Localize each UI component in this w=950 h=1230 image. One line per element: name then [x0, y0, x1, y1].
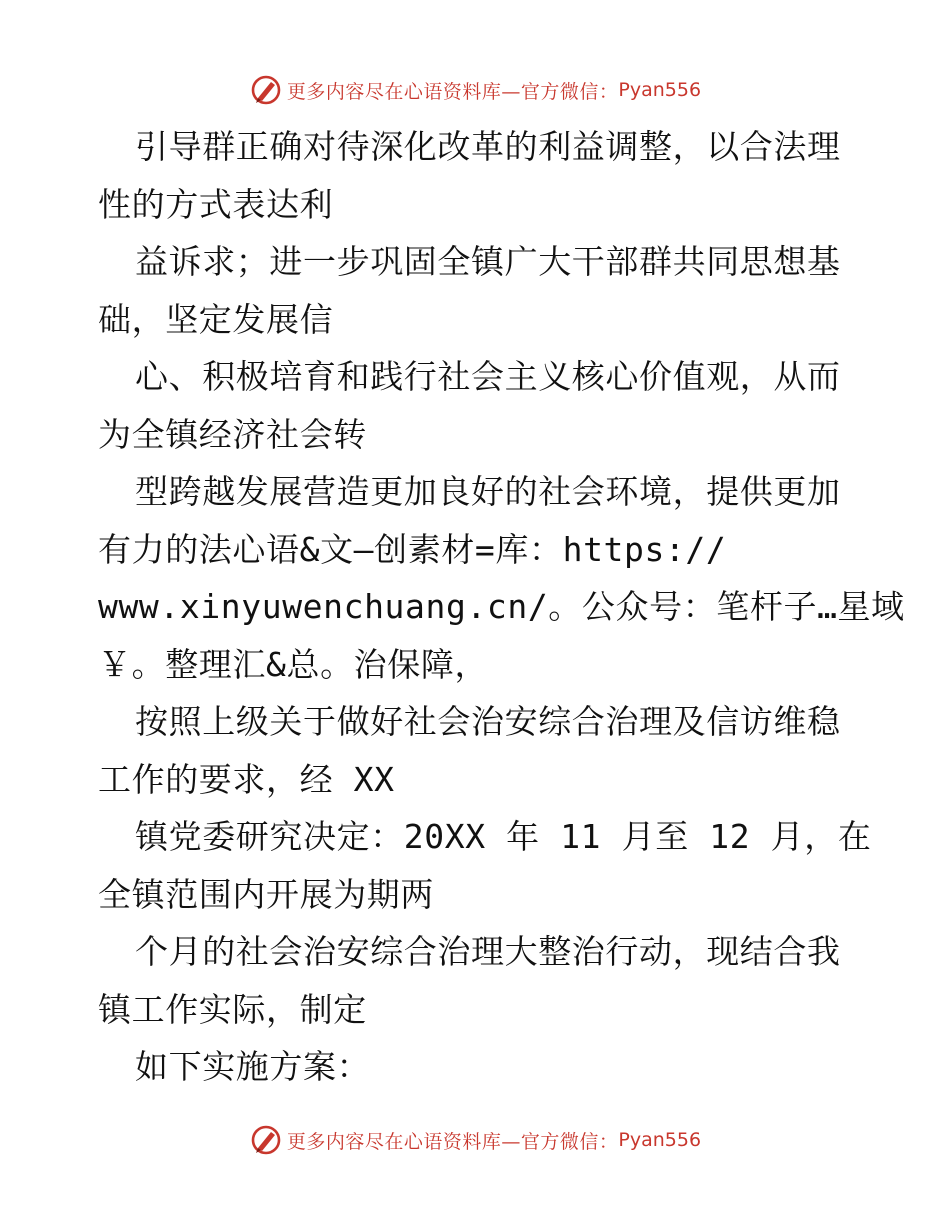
document-body: [98, 118, 905, 1096]
footer-banner: [0, 1120, 950, 1160]
pen-logo-icon: [249, 73, 283, 107]
text-line: 引导群正确对待深化改革的利益调整，以合法理: [135, 127, 841, 166]
header-banner-text: 更多内容尽在心语资料库—官方微信：: [286, 80, 619, 103]
text-line: 按照上级关于做好社会治安综合治理及信访维稳: [135, 702, 841, 741]
text-line: www.xinyuwenchuang.cn/。公众号：笔杆子…星域: [98, 587, 905, 626]
text-line: 益诉求；进一步巩固全镇广大干部群共同思想基: [135, 242, 841, 281]
text-line: 性的方式表达利: [98, 184, 334, 224]
text-line: 础，坚定发展信: [98, 299, 334, 339]
text-line: 全镇范围内开展为期两: [98, 874, 434, 914]
header-banner-wechat: Pyan556: [618, 79, 702, 101]
footer-banner-text: 更多内容尽在心语资料库—官方微信：: [286, 1130, 619, 1153]
text-line: ￥。整理汇&总。治保障，: [98, 644, 489, 684]
text-line: 有力的法心语&文—创素材=库：https://: [98, 529, 727, 569]
text-line: 为全镇经济社会转: [98, 414, 367, 454]
text-line: 如下实施方案：: [135, 1047, 371, 1086]
footer-banner-wechat: Pyan556: [618, 1129, 702, 1151]
header-banner: [0, 70, 950, 110]
pen-logo-icon: [249, 1123, 283, 1157]
text-line: 个月的社会治安综合治理大整治行动，现结合我: [135, 932, 841, 971]
text-line: 镇工作实际，制定: [98, 989, 367, 1029]
text-line: 工作的要求，经 XX: [98, 759, 395, 799]
text-line: 心、积极培育和践行社会主义核心价值观，从而: [135, 357, 841, 396]
text-line: 镇党委研究决定：20XX 年 11 月至 12 月，在: [135, 817, 872, 856]
text-line: 型跨越发展营造更加良好的社会环境，提供更加: [135, 472, 841, 511]
